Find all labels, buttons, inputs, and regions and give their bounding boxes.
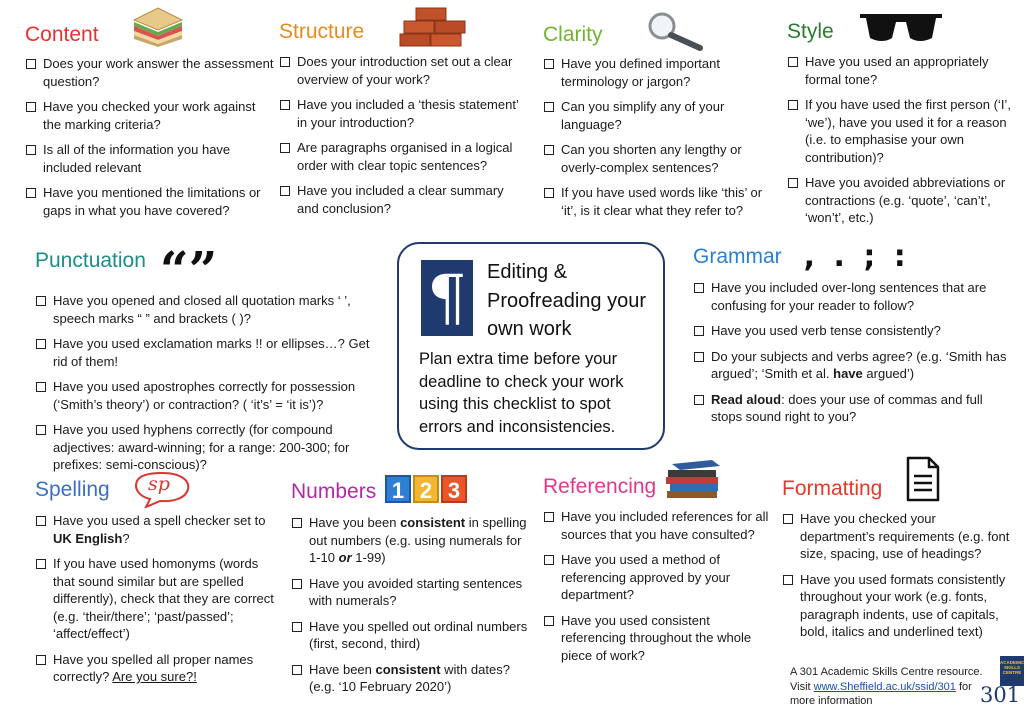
document-icon: [905, 456, 941, 502]
section-spelling: [35, 478, 275, 694]
list-item: Have you used consistent referencing throughout the whole piece of work?: [543, 612, 773, 665]
punctuation-list: [35, 292, 375, 474]
item-bold: have: [833, 366, 863, 381]
section-content: [25, 20, 275, 227]
numbers-title: Numbers: [291, 480, 377, 503]
clarity-title: Clarity: [543, 23, 603, 46]
referencing-title: Referencing: [543, 475, 657, 498]
list-item: [291, 661, 531, 696]
logo-number: 301: [980, 683, 1021, 707]
sunglasses-icon: [858, 10, 944, 46]
list-item: If you have used homonyms (words that sound similar but are spelled differently), check that they are correct (e.g. ‘their/there’; ‘past/passed’; ‘affect/effect’): [35, 555, 275, 643]
list-item: Can you simplify any of your language?: [543, 98, 775, 133]
numbers-list: [291, 514, 531, 696]
spelling-speech-bubble-icon: [132, 470, 192, 506]
section-punctuation: [35, 240, 375, 482]
item-text: argued’): [866, 366, 915, 381]
center-panel: [397, 242, 665, 450]
section-formatting: [782, 477, 1014, 649]
sandwich-icon: [130, 6, 185, 48]
list-item: Have you included references for all sources that you have consulted?: [543, 508, 773, 543]
number-blocks-icon: [385, 475, 467, 503]
list-item: Are paragraphs organised in a logical order with clear topic sentences?: [279, 139, 524, 174]
list-item: [693, 391, 1013, 426]
item-bold: consistent: [400, 515, 466, 530]
list-item: Have you opened and closed all quotation marks ‘ ’, speech marks “ ” and brackets ( )?: [35, 292, 375, 327]
footer-post: for more information: [790, 680, 972, 707]
section-numbers: [291, 478, 531, 704]
list-item: Can you shorten any lengthy or overly-complex sentences?: [543, 141, 775, 176]
books-stack-icon: [662, 458, 724, 502]
quotation-marks-icon: “”: [159, 240, 218, 299]
list-item: [693, 348, 1013, 383]
item-bold: consistent: [375, 661, 441, 677]
punctuation-marks-icon: , . ; :: [803, 239, 910, 274]
item-text: ?: [122, 530, 130, 546]
list-item: Have you avoided abbreviations or contractions (e.g. ‘quote’, ‘can’t’, ‘won’t’, etc.): [787, 174, 1019, 227]
item-text: in spelling out numbers (e.g. using numerals for 1-10: [309, 515, 527, 565]
item-bold: UK English: [53, 530, 123, 546]
spelling-title: Spelling: [35, 478, 110, 501]
list-item: Have you used formats consistently throughout your work (e.g. fonts, paragraph indents, use of capitals, bold, italics and underlined text): [782, 571, 1014, 641]
grammar-title-text: Grammar: [693, 245, 782, 268]
list-item: Have you included a clear summary and conclusion?: [279, 182, 524, 217]
item-bold-italic: or: [338, 550, 352, 565]
footer-note: [790, 665, 995, 709]
list-item: Have you used an appropriately formal tone?: [787, 53, 1019, 88]
referencing-list: [543, 508, 773, 664]
list-item: Have you used hyphens correctly (for compound adjectives: award-winning; for a range: 200-300; for prefixes: semi-conscious)?: [35, 421, 375, 474]
style-list: [787, 53, 1019, 227]
list-item: Have you defined important terminology or jargon?: [543, 55, 775, 90]
list-item: Have you spelled out ordinal numbers (first, second, third): [291, 618, 531, 653]
footer-visit: Visit: [790, 680, 811, 693]
list-item: Have you avoided starting sentences with numerals?: [291, 575, 531, 610]
center-body: Plan extra time before your deadline to check your work using this checklist to spot errors and inconsistencies.: [419, 350, 624, 436]
item-text: Have you used a spell checker set to: [53, 513, 266, 528]
footer-line1: A 301 Academic Skills Centre resource.: [790, 666, 983, 678]
content-title: Content: [25, 23, 99, 46]
bricks-icon: [398, 4, 468, 50]
item-underlined: Are you sure?!: [112, 669, 197, 684]
item-text: Do your subjects and verbs agree? (e.g. ‘Smith has argued’; ‘Smith et al.: [711, 348, 1007, 381]
list-item: [35, 651, 275, 686]
list-item: [35, 512, 275, 547]
grammar-title: [693, 239, 1013, 274]
structure-list: [279, 53, 524, 217]
list-item: Have you included a ‘thesis statement’ in your introduction?: [279, 96, 524, 131]
section-structure: [279, 20, 524, 225]
magnifying-glass-icon: [644, 10, 706, 52]
academic-skills-centre-logo: [1000, 656, 1024, 686]
item-text: Have you been: [309, 515, 397, 530]
pilcrow-icon: [421, 260, 473, 336]
item-text: : does your use of commas and full stops sound right to you?: [711, 391, 983, 424]
spelling-list: [35, 512, 275, 686]
list-item: Have you mentioned the limitations or gaps in what you have covered?: [25, 184, 275, 219]
list-item: Does your introduction set out a clear overview of your work?: [279, 53, 524, 88]
center-title: Editing & Proofreading your own work: [487, 261, 646, 340]
section-style: [787, 20, 1019, 235]
spelling-badge-text: sp: [148, 473, 170, 495]
footer-line2: [790, 680, 995, 709]
punctuation-title: [35, 240, 375, 299]
item-text: Have been: [309, 661, 372, 677]
section-grammar: [693, 239, 1013, 434]
clarity-list: [543, 55, 775, 219]
number-block: 1: [385, 475, 411, 503]
number-block: 3: [441, 475, 467, 503]
list-item: If you have used the first person (‘I’, ‘we’), have you used it for a reason (i.e. to emphasise your own contribution)?: [787, 96, 1019, 166]
structure-title: Structure: [279, 20, 365, 43]
footer-link[interactable]: www.Sheffield.ac.uk/ssid/301: [813, 680, 956, 693]
list-item: Does your work answer the assessment question?: [25, 55, 275, 90]
formatting-title: Formatting: [782, 477, 883, 500]
punctuation-title-text: Punctuation: [35, 249, 146, 272]
number-block: 2: [413, 475, 439, 503]
list-item: Have you included over-long sentences that are confusing for your reader to follow?: [693, 279, 1013, 314]
pilcrow-glyph: ¶: [427, 261, 467, 334]
logo-text: ACADEMIC SKILLS CENTRE: [1000, 660, 1025, 675]
list-item: Have you checked your work against the marking criteria?: [25, 98, 275, 133]
list-item: Have you used a method of referencing approved by your department?: [543, 551, 773, 604]
list-item: Have you used apostrophes correctly for possession (‘Smith’s theory’) or contraction? ( ‘it’s’ = ‘it is’)?: [35, 378, 375, 413]
grammar-list: [693, 279, 1013, 426]
list-item: [291, 514, 531, 567]
list-item: Have you used exclamation marks !! or ellipses…? Get rid of them!: [35, 335, 375, 370]
item-bold: Read aloud: [711, 391, 782, 407]
list-item: Is all of the information you have included relevant: [25, 141, 275, 176]
list-item: Have you used verb tense consistently?: [693, 322, 1013, 340]
content-list: [25, 55, 275, 219]
item-text: with dates? (e.g. ‘10 February 2020’): [309, 661, 510, 694]
formatting-list: [782, 510, 1014, 641]
list-item: Have you checked your department’s requirements (e.g. font size, spacing, use of headings?: [782, 510, 1014, 563]
section-referencing: [543, 475, 773, 672]
item-text: 1-99): [355, 550, 386, 565]
style-title: Style: [787, 20, 834, 43]
item-text: Have you spelled all proper names correctly?: [53, 651, 254, 684]
list-item: If you have used words like ‘this’ or ‘it’, is it clear what they refer to?: [543, 184, 775, 219]
